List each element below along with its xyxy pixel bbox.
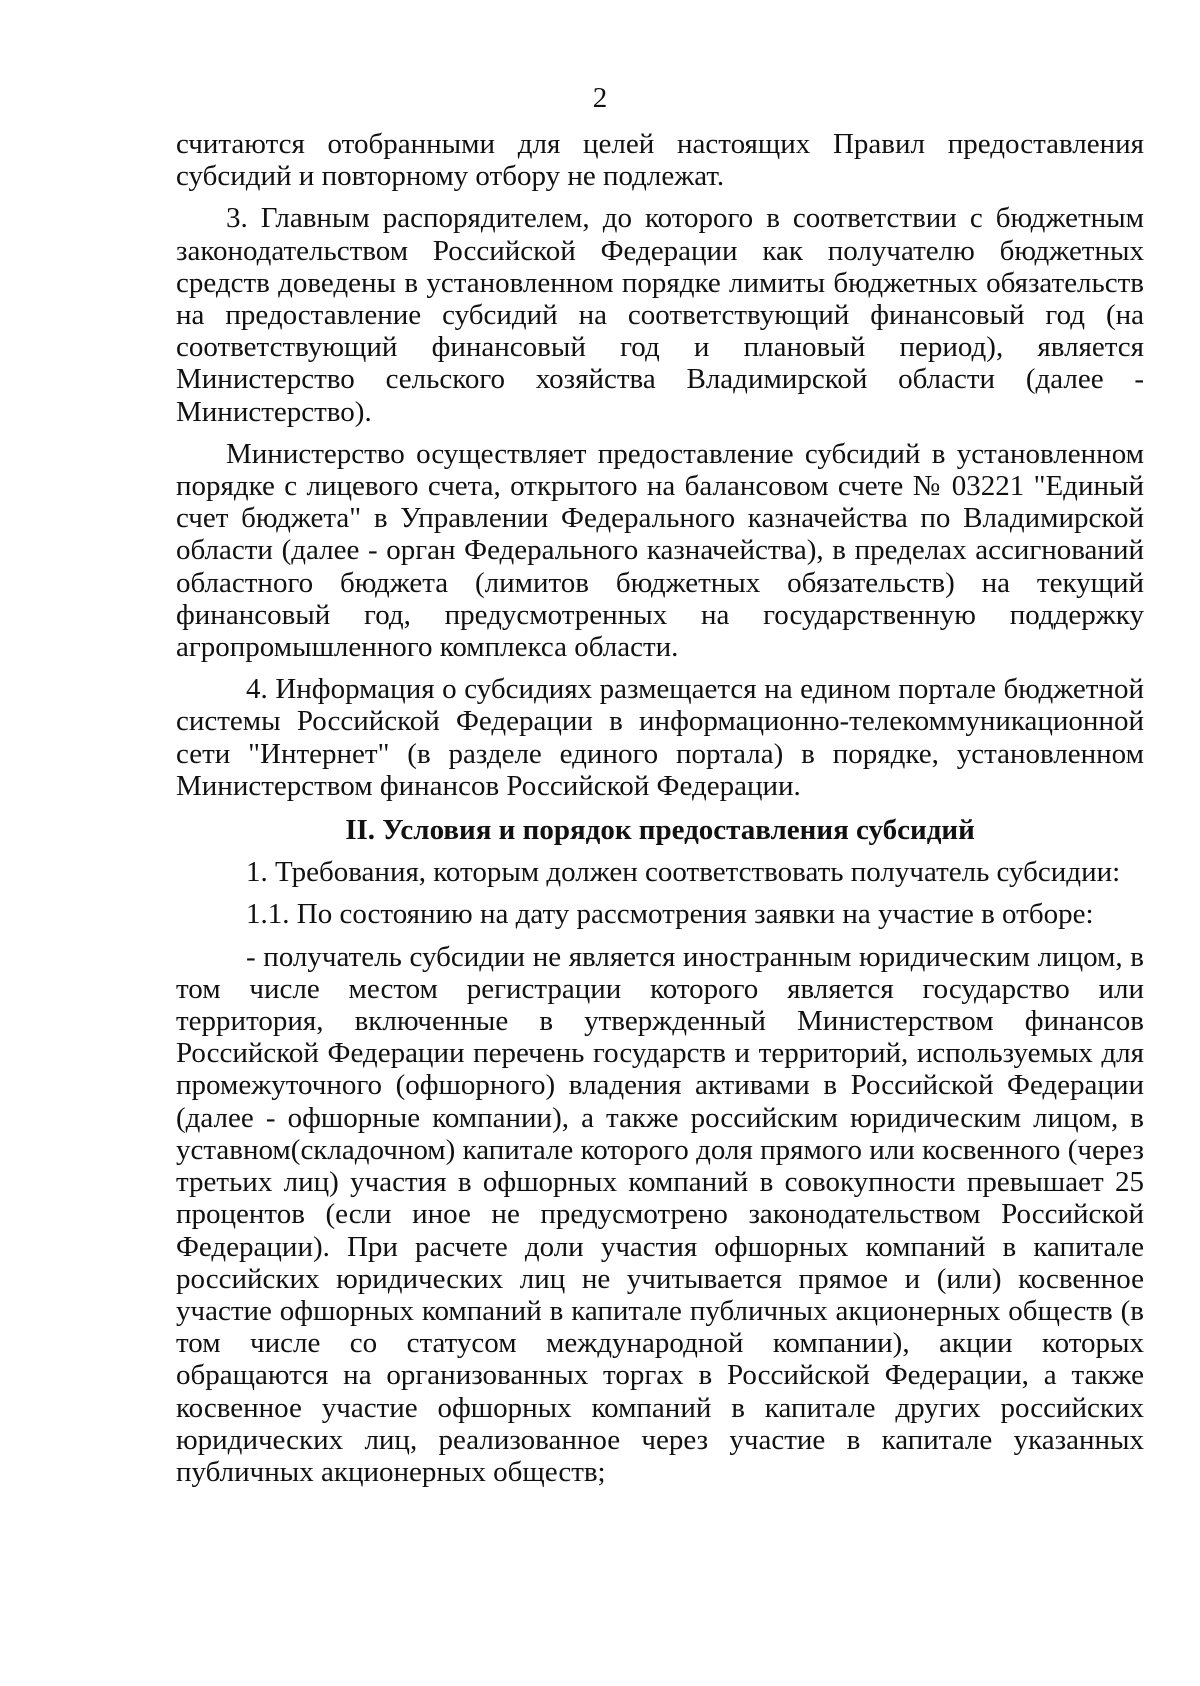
paragraph-requirements: 1. Требования, которым должен соответствовать получатель субсидии: [246,856,1121,889]
paragraph-requirements-1-1: 1.1. По состоянию на дату рассмотрения заявки на участие в отборе: [246,898,1094,931]
document-body [176,128,1144,1488]
paragraph-item-4: 4. Информация о субсидиях размещается на едином портале бюджетной системы Российской Федерации в информационно-телекоммуникационной сети "Интернет" (в разделе единого портала) в порядке, установленном Министерством финансов Российской Федерации. [176,673,1144,802]
paragraph-offshore: - получатель субсидии не является иностранным юридическим лицом, в том числе местом регистрации которого является государство или территория, включенные в утвержденный Министерством финансов Российской Федерации перечень государств и территорий, используемых для промежуточного (офшорного) владения активами в Российской Федерации (далее - офшорные компании), а также российским юридическим лицом, в уставном(складочном) капитале которого доля прямого или косвенного (через третьих лиц) участия в офшорных компаний в совокупности превышает 25 процентов (если иное не предусмотрено законодательством Российской Федерации). При расчете доли участия офшорных компаний в капитале российских юридических лиц не учитывается прямое и (или) косвенное участие офшорных компаний в капитале публичных акционерных обществ (в том числе со статусом международной компании), акции которых обращаются на организованных торгах в Российской Федерации, а также косвенное участие офшорных компаний в капитале других российских юридических лиц, реализованное через участие в капитале указанных публичных акционерных обществ; [176,940,1144,1488]
paragraph-item-3: 3. Главным распорядителем, до которого в соответствии с бюджетным законодательством Российской Федерации как получателю бюджетных средств доведены в установленном порядке лимиты бюджетных обязательств на предоставление субсидий на соответствующий финансовый год (на соответствующий финансовый год и плановый период), является Министерство сельского хозяйства Владимирской области (далее - Министерство). [176,202,1144,428]
page-number: 2 [592,82,608,114]
paragraph-continuation: считаются отобранными для целей настоящих Правил предоставления субсидий и повторному отбору не подлежат. [176,128,1144,193]
paragraph-ministry: Министерство осуществляет предоставление субсидий в установленном порядке с лицевого счета, открытого на балансовом счете № 03221 "Единый счет бюджета" в Управлении Федерального казначейства по Владимирской области (далее - орган Федерального казначейства), в пределах ассигнований областного бюджета (лимитов бюджетных обязательств) на текущий финансовый год, предусмотренных на государственную поддержку агропромышленного комплекса области. [176,437,1144,664]
section-heading: II. Условия и порядок предоставления субсидий [345,814,975,847]
